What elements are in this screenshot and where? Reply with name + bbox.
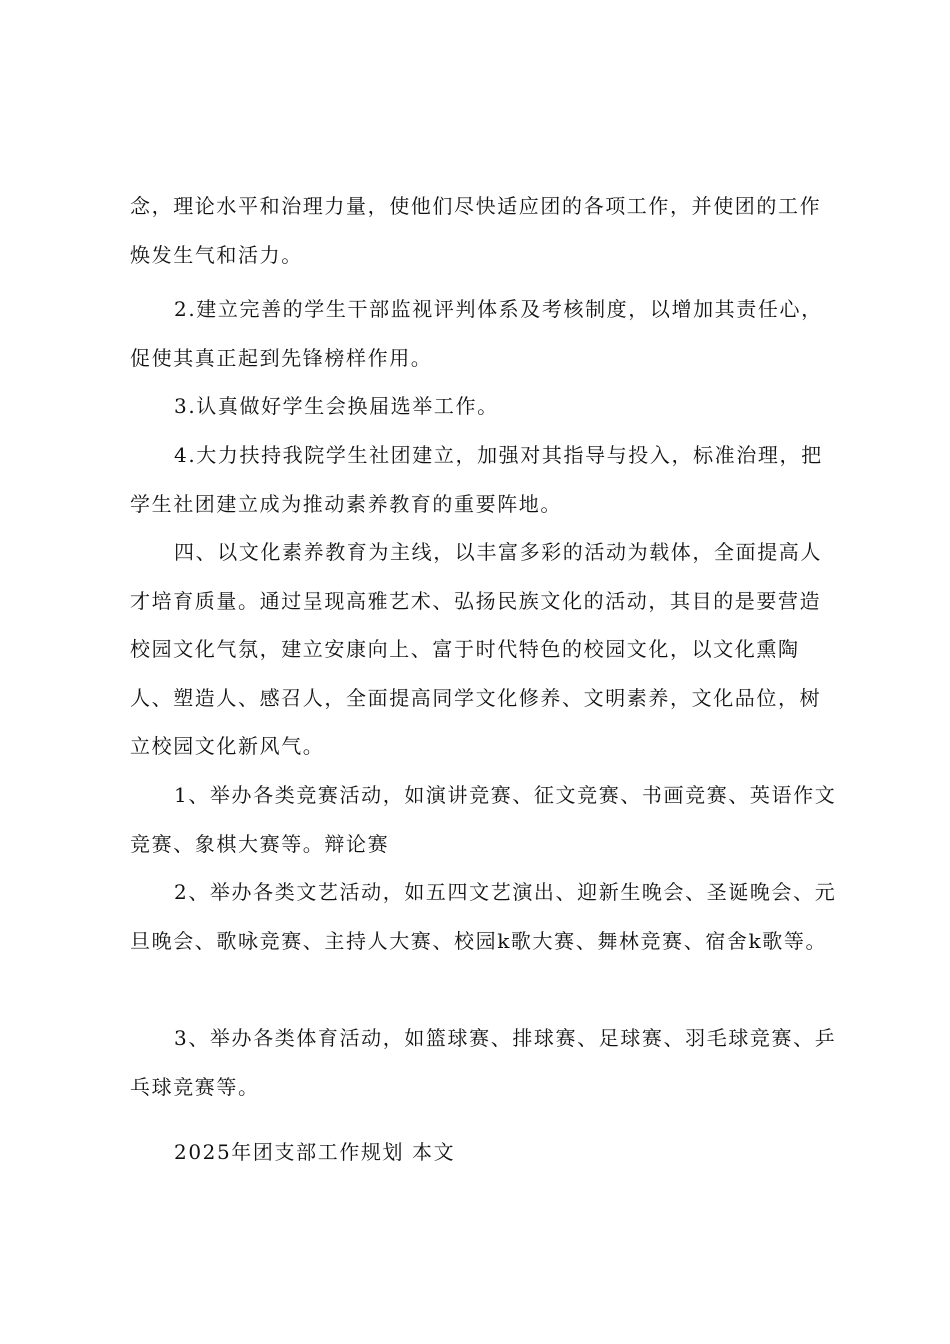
paragraph-section-four: 四、以文化素养教育为主线，以丰富多彩的活动为载体，全面提高人才培育质量。通过呈现高雅艺术、弘扬民族文化的活动，其目的是要营造校园文化气氛，建立安康向上、富于时代特色的校园文化，以文化熏陶人、塑造人、感召人，全面提高同学文化修养、文明素养，文化品位，树立校园文化新风气。	[130, 540, 822, 758]
paragraph-item-3: 3.认真做好学生会换届选举工作。	[174, 394, 499, 418]
paragraph-item-4: 4.大力扶持我院学生社团建立，加强对其指导与投入，标准治理，把学生社团建立成为推动素养教育的重要阵地。	[130, 443, 823, 516]
paragraph-continuation: 念，理论水平和治理力量，使他们尽快适应团的各项工作，并使团的工作焕发生气和活力。	[130, 194, 822, 267]
paragraph-competitions: 1、举办各类竞赛活动，如演讲竞赛、征文竞赛、书画竞赛、英语作文竞赛、象棋大赛等。辩论赛	[130, 783, 837, 856]
paragraph-sports-activities: 3、举办各类体育活动，如篮球赛、排球赛、足球赛、羽毛球竞赛、乒乓球竞赛等。	[130, 1026, 837, 1099]
paragraph-footer-title: 2025年团支部工作规划 本文	[174, 1140, 456, 1164]
paragraph-art-activities: 2、举办各类文艺活动，如五四文艺演出、迎新生晚会、圣诞晚会、元旦晚会、歌咏竞赛、主持人大赛、校园k歌大赛、舞林竞赛、宿舍k歌等。	[130, 880, 837, 953]
paragraph-item-2: 2.建立完善的学生干部监视评判体系及考核制度，以增加其责任心，促使其真正起到先锋榜样作用。	[130, 297, 823, 370]
